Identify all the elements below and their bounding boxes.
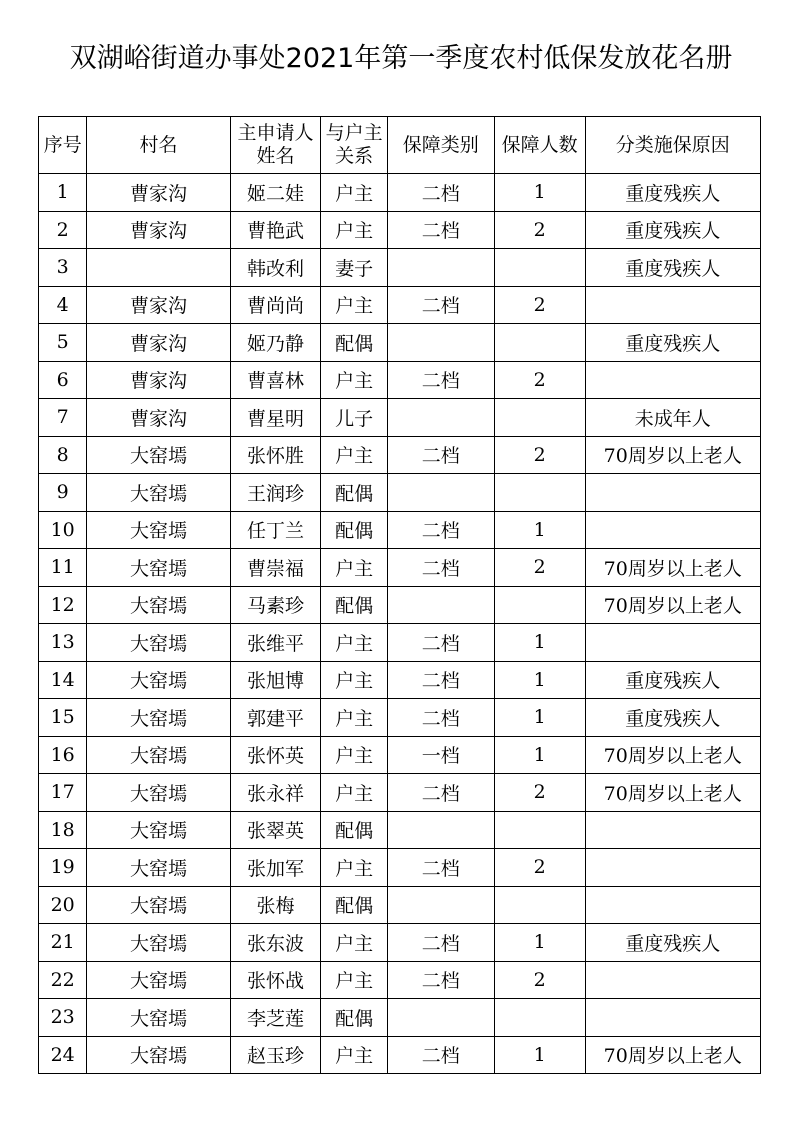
cell-count: 2 [494, 774, 585, 812]
cell-reason [585, 286, 761, 324]
table-row [39, 624, 761, 662]
cell-category: 二档 [387, 436, 494, 474]
cell-category: 一档 [387, 736, 494, 774]
cell-category: 二档 [387, 511, 494, 549]
cell-count: 2 [494, 361, 585, 399]
cell-count: 1 [494, 511, 585, 549]
cell-village: 大窑墕 [87, 624, 230, 662]
cell-relation: 户主 [321, 361, 388, 399]
cell-relation: 儿子 [321, 399, 388, 437]
cell-name: 姬二娃 [230, 174, 321, 212]
cell-village: 大窑墕 [87, 436, 230, 474]
cell-relation: 妻子 [321, 249, 388, 287]
cell-reason: 重度残疾人 [585, 661, 761, 699]
header-name: 主申请人姓名 [230, 117, 321, 174]
table-row [39, 811, 761, 849]
header-reason: 分类施保原因 [585, 117, 761, 174]
cell-name: 马素珍 [230, 586, 321, 624]
cell-count [494, 886, 585, 924]
cell-category: 二档 [387, 286, 494, 324]
cell-category: 二档 [387, 361, 494, 399]
cell-count [494, 249, 585, 287]
cell-relation: 户主 [321, 211, 388, 249]
cell-reason: 重度残疾人 [585, 699, 761, 737]
cell-relation: 户主 [321, 924, 388, 962]
table-row [39, 211, 761, 249]
cell-village: 曹家沟 [87, 361, 230, 399]
header-category: 保障类别 [387, 117, 494, 174]
table-row [39, 174, 761, 212]
cell-village: 大窑墕 [87, 736, 230, 774]
cell-village: 大窑墕 [87, 774, 230, 812]
cell-village: 大窑墕 [87, 549, 230, 587]
cell-reason [585, 886, 761, 924]
cell-village: 大窑墕 [87, 661, 230, 699]
header-seq: 序号 [39, 117, 87, 174]
cell-relation: 配偶 [321, 999, 388, 1037]
cell-count: 1 [494, 924, 585, 962]
cell-seq: 24 [39, 1036, 87, 1074]
cell-count: 2 [494, 286, 585, 324]
table-row [39, 399, 761, 437]
cell-reason: 70周岁以上老人 [585, 1036, 761, 1074]
cell-name: 李芝莲 [230, 999, 321, 1037]
cell-count: 2 [494, 961, 585, 999]
cell-name: 曹星明 [230, 399, 321, 437]
table-row [39, 774, 761, 812]
cell-seq: 11 [39, 549, 87, 587]
cell-seq: 7 [39, 399, 87, 437]
cell-category [387, 586, 494, 624]
cell-category: 二档 [387, 849, 494, 887]
cell-name: 张翠英 [230, 811, 321, 849]
cell-village: 曹家沟 [87, 174, 230, 212]
cell-name: 赵玉珍 [230, 1036, 321, 1074]
cell-seq: 21 [39, 924, 87, 962]
cell-village: 曹家沟 [87, 286, 230, 324]
cell-relation: 户主 [321, 774, 388, 812]
cell-seq: 17 [39, 774, 87, 812]
cell-count [494, 811, 585, 849]
cell-name: 张怀胜 [230, 436, 321, 474]
cell-reason: 重度残疾人 [585, 324, 761, 362]
table-row [39, 474, 761, 512]
cell-name: 张加军 [230, 849, 321, 887]
cell-category: 二档 [387, 774, 494, 812]
cell-count: 2 [494, 849, 585, 887]
table-row [39, 586, 761, 624]
cell-relation: 户主 [321, 699, 388, 737]
cell-name: 曹尚尚 [230, 286, 321, 324]
cell-village: 大窑墕 [87, 1036, 230, 1074]
cell-seq: 15 [39, 699, 87, 737]
cell-reason: 70周岁以上老人 [585, 549, 761, 587]
cell-village: 大窑墕 [87, 511, 230, 549]
cell-village: 大窑墕 [87, 811, 230, 849]
cell-seq: 20 [39, 886, 87, 924]
cell-relation: 配偶 [321, 811, 388, 849]
table-row [39, 511, 761, 549]
table-row [39, 1036, 761, 1074]
cell-count: 1 [494, 661, 585, 699]
cell-seq: 9 [39, 474, 87, 512]
table-row [39, 999, 761, 1037]
cell-name: 任丁兰 [230, 511, 321, 549]
header-count: 保障人数 [494, 117, 585, 174]
cell-seq: 10 [39, 511, 87, 549]
cell-count [494, 586, 585, 624]
cell-category: 二档 [387, 174, 494, 212]
cell-name: 张东波 [230, 924, 321, 962]
cell-count [494, 999, 585, 1037]
cell-category [387, 811, 494, 849]
cell-relation: 户主 [321, 1036, 388, 1074]
cell-name: 曹喜林 [230, 361, 321, 399]
cell-category: 二档 [387, 699, 494, 737]
header-relation: 与户主关系 [321, 117, 388, 174]
cell-reason [585, 474, 761, 512]
table-row [39, 549, 761, 587]
cell-seq: 18 [39, 811, 87, 849]
cell-reason: 未成年人 [585, 399, 761, 437]
cell-name: 韩改利 [230, 249, 321, 287]
cell-reason [585, 811, 761, 849]
cell-reason [585, 361, 761, 399]
cell-category: 二档 [387, 961, 494, 999]
cell-name: 张旭博 [230, 661, 321, 699]
cell-count: 2 [494, 549, 585, 587]
cell-village: 大窑墕 [87, 849, 230, 887]
cell-reason: 70周岁以上老人 [585, 436, 761, 474]
cell-village: 大窑墕 [87, 999, 230, 1037]
cell-seq: 12 [39, 586, 87, 624]
cell-relation: 户主 [321, 549, 388, 587]
cell-name: 张永祥 [230, 774, 321, 812]
table-row [39, 699, 761, 737]
table-row [39, 886, 761, 924]
table-row [39, 661, 761, 699]
cell-name: 张梅 [230, 886, 321, 924]
cell-village: 曹家沟 [87, 399, 230, 437]
cell-relation: 配偶 [321, 586, 388, 624]
cell-relation: 户主 [321, 661, 388, 699]
cell-relation: 户主 [321, 624, 388, 662]
cell-category: 二档 [387, 211, 494, 249]
table-row [39, 436, 761, 474]
cell-village: 大窑墕 [87, 924, 230, 962]
cell-seq: 6 [39, 361, 87, 399]
cell-category [387, 474, 494, 512]
table-row [39, 286, 761, 324]
cell-relation: 户主 [321, 286, 388, 324]
cell-category [387, 249, 494, 287]
cell-category: 二档 [387, 661, 494, 699]
cell-name: 曹艳武 [230, 211, 321, 249]
table-row [39, 961, 761, 999]
cell-category: 二档 [387, 1036, 494, 1074]
cell-seq: 16 [39, 736, 87, 774]
cell-reason [585, 999, 761, 1037]
cell-seq: 14 [39, 661, 87, 699]
cell-village: 曹家沟 [87, 211, 230, 249]
cell-reason [585, 624, 761, 662]
cell-name: 张怀英 [230, 736, 321, 774]
cell-count: 1 [494, 624, 585, 662]
cell-reason: 重度残疾人 [585, 924, 761, 962]
cell-category: 二档 [387, 624, 494, 662]
cell-name: 郭建平 [230, 699, 321, 737]
header-row [39, 117, 761, 174]
cell-seq: 4 [39, 286, 87, 324]
cell-reason [585, 511, 761, 549]
cell-count: 1 [494, 1036, 585, 1074]
cell-village [87, 249, 230, 287]
cell-count: 1 [494, 736, 585, 774]
cell-reason [585, 849, 761, 887]
cell-seq: 23 [39, 999, 87, 1037]
cell-relation: 户主 [321, 174, 388, 212]
cell-seq: 5 [39, 324, 87, 362]
cell-count [494, 324, 585, 362]
cell-reason: 重度残疾人 [585, 249, 761, 287]
cell-category [387, 399, 494, 437]
cell-category: 二档 [387, 549, 494, 587]
cell-seq: 2 [39, 211, 87, 249]
cell-category [387, 324, 494, 362]
cell-relation: 配偶 [321, 886, 388, 924]
cell-seq: 1 [39, 174, 87, 212]
cell-name: 曹崇福 [230, 549, 321, 587]
cell-reason: 70周岁以上老人 [585, 736, 761, 774]
cell-seq: 19 [39, 849, 87, 887]
cell-count: 1 [494, 174, 585, 212]
document-title: 双湖峪街道办事处2021年第一季度农村低保发放花名册 [69, 43, 733, 74]
cell-count [494, 474, 585, 512]
cell-reason: 重度残疾人 [585, 174, 761, 212]
cell-category [387, 999, 494, 1037]
cell-seq: 22 [39, 961, 87, 999]
cell-relation: 户主 [321, 436, 388, 474]
cell-village: 大窑墕 [87, 699, 230, 737]
cell-village: 大窑墕 [87, 474, 230, 512]
cell-relation: 户主 [321, 849, 388, 887]
cell-seq: 3 [39, 249, 87, 287]
table-row [39, 849, 761, 887]
cell-relation: 户主 [321, 961, 388, 999]
cell-relation: 配偶 [321, 511, 388, 549]
cell-name: 姬乃静 [230, 324, 321, 362]
cell-reason [585, 961, 761, 999]
cell-seq: 13 [39, 624, 87, 662]
cell-village: 大窑墕 [87, 961, 230, 999]
table-body [39, 174, 761, 1074]
table-row [39, 249, 761, 287]
cell-reason: 重度残疾人 [585, 211, 761, 249]
cell-category [387, 886, 494, 924]
cell-village: 大窑墕 [87, 886, 230, 924]
cell-count [494, 399, 585, 437]
cell-category: 二档 [387, 924, 494, 962]
cell-relation: 户主 [321, 736, 388, 774]
cell-reason: 70周岁以上老人 [585, 586, 761, 624]
roster-table [38, 116, 761, 1074]
cell-name: 张维平 [230, 624, 321, 662]
cell-count: 2 [494, 211, 585, 249]
cell-name: 张怀战 [230, 961, 321, 999]
header-village: 村名 [87, 117, 230, 174]
cell-reason: 70周岁以上老人 [585, 774, 761, 812]
table-row [39, 924, 761, 962]
table-row [39, 736, 761, 774]
cell-relation: 配偶 [321, 474, 388, 512]
cell-seq: 8 [39, 436, 87, 474]
cell-count: 2 [494, 436, 585, 474]
cell-village: 大窑墕 [87, 586, 230, 624]
table-row [39, 324, 761, 362]
cell-name: 王润珍 [230, 474, 321, 512]
table-row [39, 361, 761, 399]
cell-village: 曹家沟 [87, 324, 230, 362]
cell-relation: 配偶 [321, 324, 388, 362]
cell-count: 1 [494, 699, 585, 737]
